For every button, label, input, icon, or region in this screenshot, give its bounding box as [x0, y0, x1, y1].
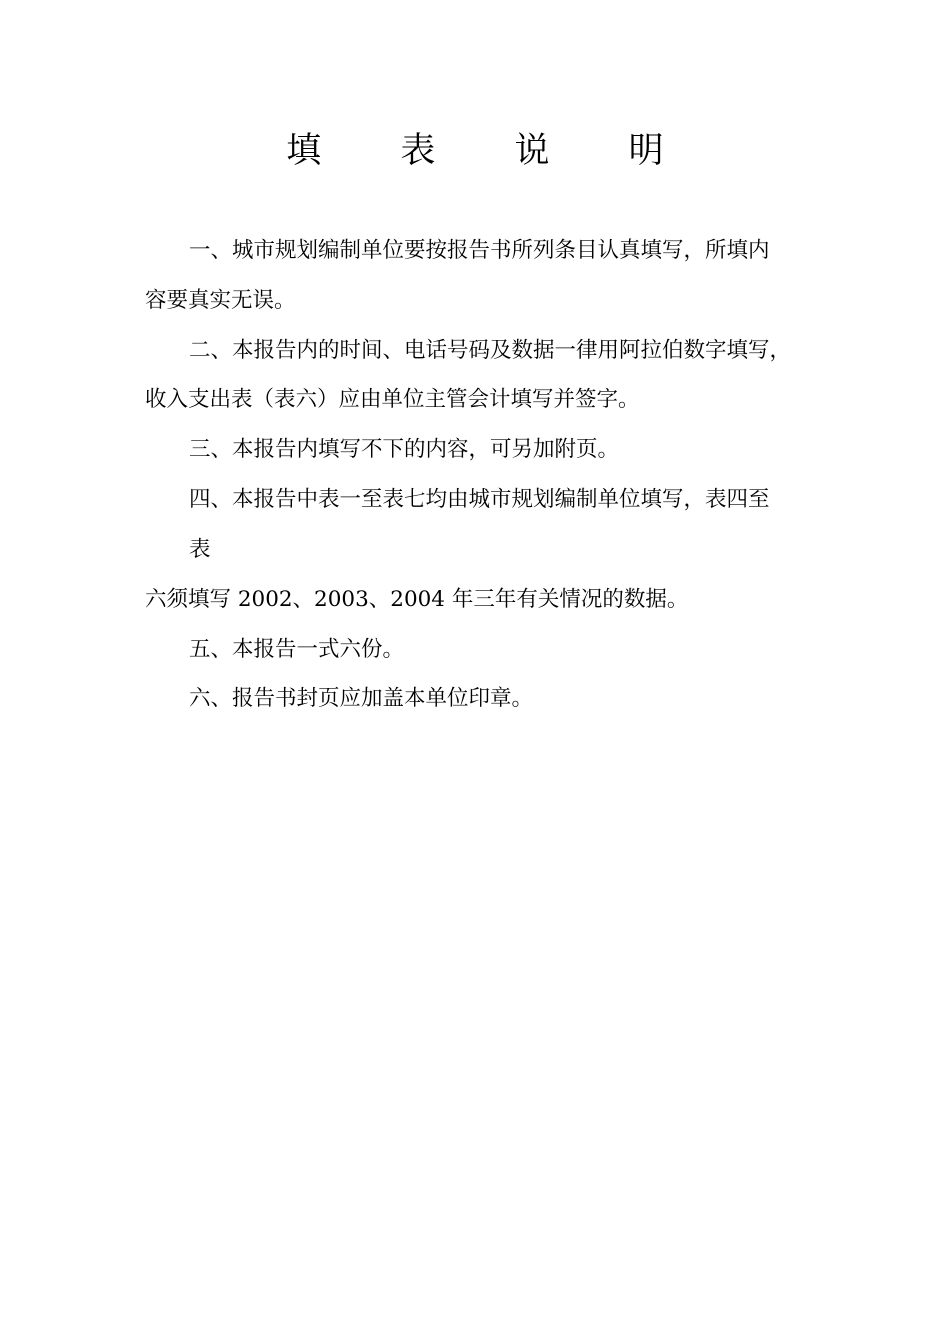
- instruction-line-6: 四、本报告中表一至表七均由城市规划编制单位填写，表四至: [189, 487, 770, 512]
- instruction-line-5: 三、本报告内填写不下的内容，可另加附页。: [189, 437, 620, 462]
- instruction-line-1: 一、城市规划编制单位要按报告书所列条目认真填写，所填内: [189, 238, 770, 263]
- instruction-line-3: 二、本报告内的时间、电话号码及数据一律用阿拉伯数字填写，: [189, 338, 792, 363]
- instruction-line-2: 容要真实无误。: [145, 288, 296, 313]
- instruction-line-8: 六须填写 2002、2003、2004 年三年有关情况的数据。: [145, 587, 689, 612]
- instruction-line-10: 六、报告书封页应加盖本单位印章。: [189, 686, 534, 711]
- instruction-line-9: 五、本报告一式六份。: [189, 637, 405, 662]
- instruction-line-4: 收入支出表（表六）应由单位主管会计填写并签字。: [145, 387, 640, 412]
- page-title: 填 表 说 明: [286, 131, 698, 171]
- instruction-line-7: 表: [189, 537, 211, 562]
